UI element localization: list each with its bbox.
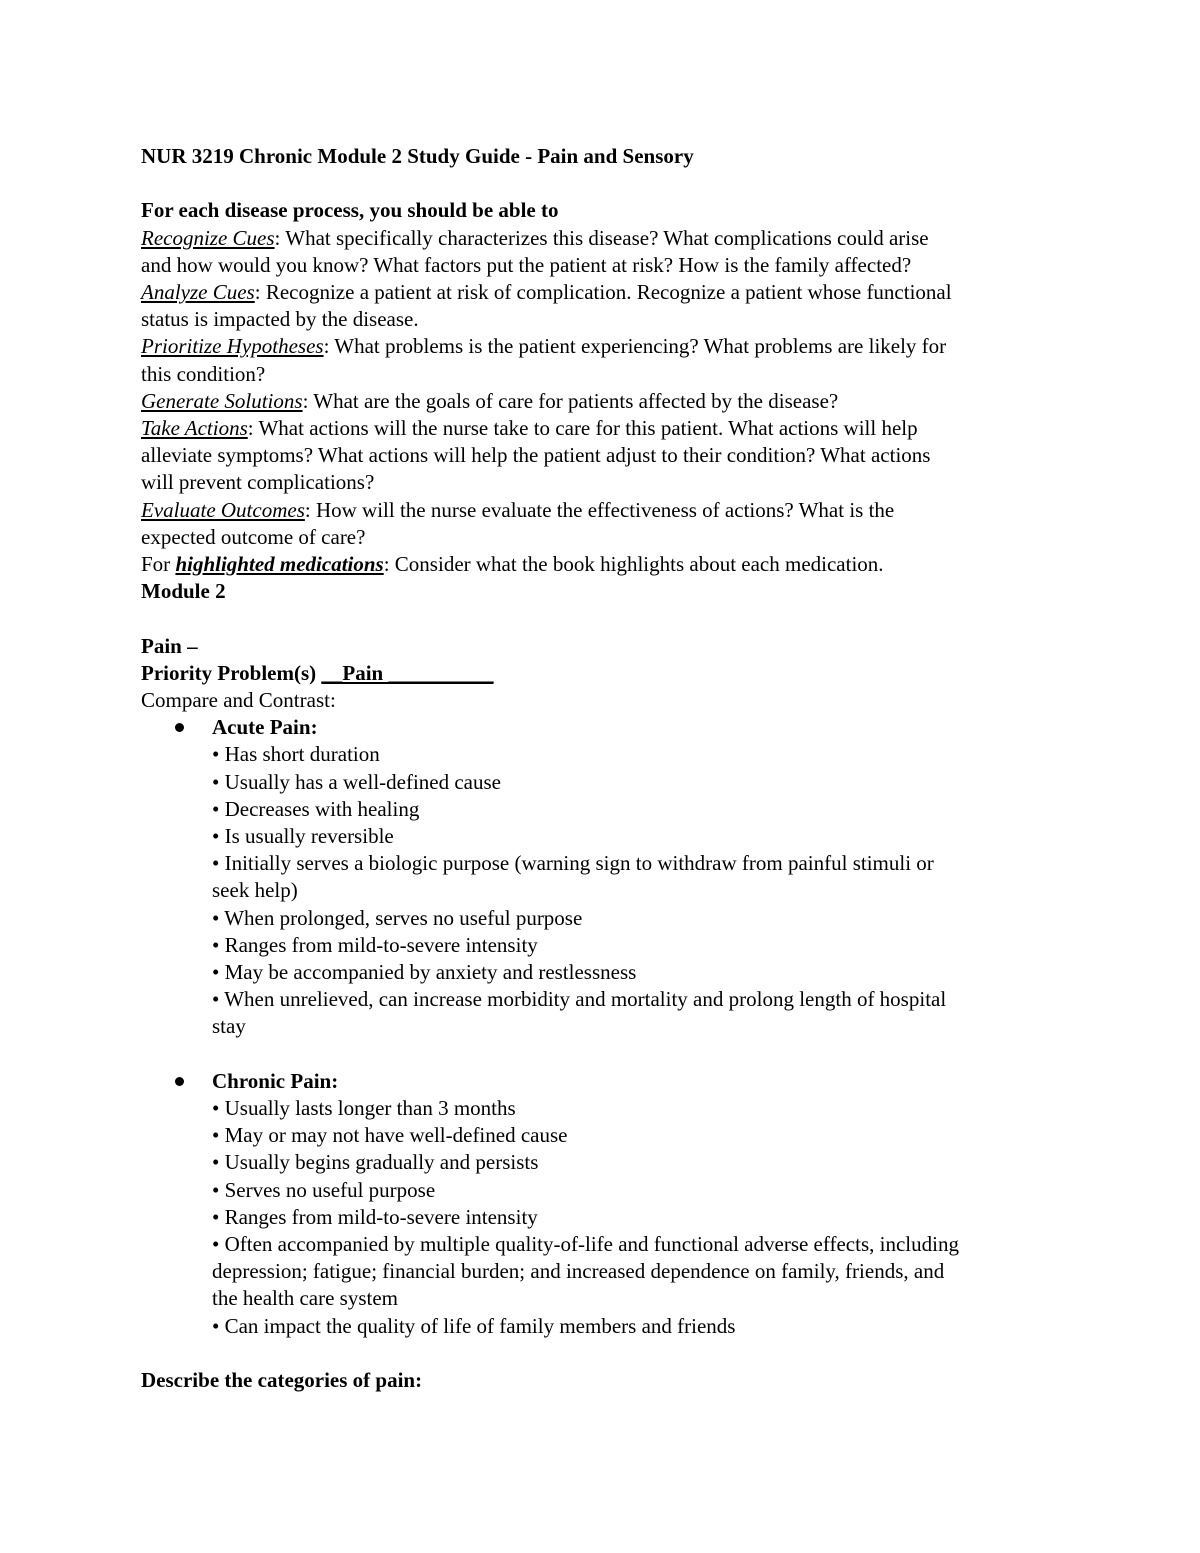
list-item: • Ranges from mild-to-severe intensity <box>212 1204 538 1229</box>
spacer <box>141 1340 1061 1367</box>
cue-label: Generate Solutions <box>141 388 303 413</box>
cue-text: : How will the nurse evaluate the effectiveness of actions? What is the <box>304 497 895 522</box>
spacer <box>141 605 1061 632</box>
list-item: • May or may not have well-defined cause <box>212 1123 568 1148</box>
module-heading: Module 2 <box>141 579 226 604</box>
cue-evaluate <box>141 497 1061 524</box>
pain-heading: Pain – <box>141 633 198 658</box>
list-item: depression; fatigue; financial burden; and increased dependence on family, friends, and <box>212 1259 945 1284</box>
cue-analyze-cont: status is impacted by the disease. <box>141 307 419 332</box>
cue-take-actions-cont2: will prevent complications? <box>141 470 375 495</box>
list-item: • Usually lasts longer than 3 months <box>212 1096 516 1121</box>
cue-evaluate-cont: expected outcome of care? <box>141 524 366 549</box>
priority-label: Priority Problem(s) <box>141 660 322 685</box>
list-item: • Serves no useful purpose <box>212 1177 436 1202</box>
list-item: • When prolonged, serves no useful purpose <box>212 905 583 930</box>
compare-label: Compare and Contrast: <box>141 688 336 713</box>
list-item: • Has short duration <box>212 742 380 767</box>
list-item: the health care system <box>212 1286 399 1311</box>
cue-recognize <box>141 225 1061 252</box>
medications-suffix: : Consider what the book highlights about each medication. <box>383 552 884 577</box>
acute-pain-section <box>141 714 1061 1040</box>
cue-label: Take Actions <box>141 416 248 441</box>
chronic-pain-heading: Chronic Pain: <box>212 1068 339 1093</box>
cue-text: : Recognize a patient at risk of complication. Recognize a patient whose functional <box>254 280 952 304</box>
medications-highlight: highlighted medications <box>175 552 384 577</box>
medications-prefix: For <box>141 552 176 577</box>
document-page <box>141 143 1061 1394</box>
document-title: NUR 3219 Chronic Module 2 Study Guide - Pain and Sensory <box>141 144 694 168</box>
intro-heading: For each disease process, you should be able to <box>141 198 559 223</box>
cue-text: : What specifically characterizes this disease? What complications could arise <box>274 225 929 250</box>
list-item: • Usually has a well-defined cause <box>212 769 501 794</box>
acute-pain-list <box>212 741 1061 1040</box>
list-item: • Ranges from mild-to-severe intensity <box>212 932 538 957</box>
list-item: stay <box>212 1014 246 1039</box>
spacer <box>141 170 1061 197</box>
cue-take-actions <box>141 415 1061 442</box>
cue-recognize-cont: and how would you know? What factors put the patient at risk? How is the family affected? <box>141 252 912 277</box>
cue-text: : What are the goals of care for patients affected by the disease? <box>302 388 839 413</box>
cue-label: Analyze Cues <box>141 280 255 304</box>
spacer <box>141 1041 1061 1068</box>
list-item: • Is usually reversible <box>212 824 394 849</box>
cue-label: Evaluate Outcomes <box>141 497 305 522</box>
cue-text: : What actions will the nurse take to care for this patient. What actions will help <box>247 416 918 441</box>
categories-heading: Describe the categories of pain: <box>141 1368 423 1393</box>
list-item: • May be accompanied by anxiety and restlessness <box>212 960 637 985</box>
bullet-icon <box>175 1077 184 1086</box>
chronic-pain-list <box>212 1095 1061 1340</box>
list-item: • Often accompanied by multiple quality-of-life and functional adverse effects, including <box>212 1232 959 1257</box>
cue-prioritize <box>141 333 1061 360</box>
cue-label: Prioritize Hypotheses <box>141 334 324 359</box>
cue-label: Recognize Cues <box>141 225 275 250</box>
priority-problem <box>141 660 1061 687</box>
chronic-pain-section <box>141 1068 1061 1340</box>
cue-prioritize-cont: this condition? <box>141 361 266 386</box>
list-item: • Decreases with healing <box>212 796 420 821</box>
cue-text: : What problems is the patient experiencing? What problems are likely for <box>323 334 947 359</box>
cue-analyze <box>141 279 1061 306</box>
list-item: • Initially serves a biologic purpose (warning sign to withdraw from painful stimuli or <box>212 851 934 876</box>
bullet-icon <box>175 723 184 732</box>
medications-note <box>141 551 1061 578</box>
list-item: • Can impact the quality of life of family members and friends <box>212 1313 736 1338</box>
list-item: seek help) <box>212 878 298 903</box>
cue-generate <box>141 388 1061 415</box>
cue-take-actions-cont: alleviate symptoms? What actions will help the patient adjust to their condition? What actions <box>141 443 931 468</box>
priority-value: __Pain __________ <box>321 660 494 685</box>
list-item: • When unrelieved, can increase morbidity and mortality and prolong length of hospital <box>212 987 947 1012</box>
list-item: • Usually begins gradually and persists <box>212 1150 539 1175</box>
acute-pain-heading: Acute Pain: <box>212 715 318 740</box>
